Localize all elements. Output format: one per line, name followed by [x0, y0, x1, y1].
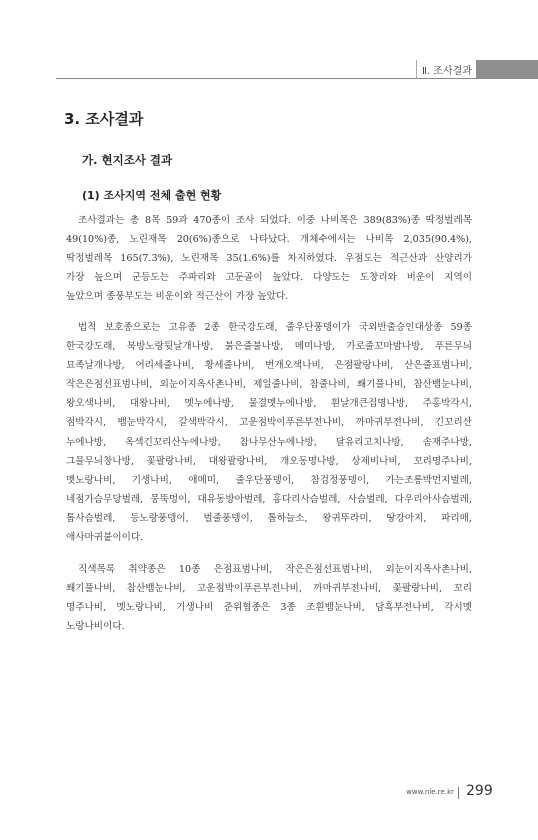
text-line: 누에나방, 옥색긴꼬리산누에나방, 참나무산누에나방, 달유리고치나방, 솜재주나방, — [66, 436, 472, 448]
text-line: 점박각시, 뱀눈박각시, 갈색박각시, 고운점박이푸른부전나비, 까마귀부전나비, 긴꼬리산 — [66, 417, 472, 429]
header-rule — [56, 78, 538, 79]
heading-level-3: (1) 조사지역 전체 출현 현황 — [82, 189, 222, 202]
text-line: 작은은점선표범나비, 외눈이지옥사촌나비, 제일줄나비, 참줄나비, 쐐기풀나비, 참산뱀눈나비, — [66, 379, 472, 391]
footer-url: www.nie.re.kr — [406, 788, 454, 796]
page-number: 299 — [466, 783, 493, 799]
text-line: 높았으며 종풍부도는 비운이와 적근산이 가장 높았다. — [66, 291, 289, 303]
text-line: 한국강도래, 북방노랑뒷날개나방, 붉은줄불나방, 메미나방, 가로줄꼬마밤나방, 푸른무늬 — [66, 341, 472, 353]
text-line: 톱사슴벌레, 등노랑풍뎅이, 벌줄풍뎅이, 톱하늘소, 왕귀뚜라미, 땅강아지, 파리매, — [66, 512, 472, 524]
page-footer — [0, 783, 538, 803]
paragraph-protected-species — [66, 318, 472, 547]
text-line: 쐐기풀나비, 참산뱀눈나비, 고운점박이푸른부전나비, 까마귀부전나비, 꽃팔랑나비, 꼬리 — [66, 583, 472, 595]
section-tab: Ⅱ. 조사결과 — [416, 60, 477, 78]
text-line: 법적 보호종으로는 고유종 2종 한국강도래, 줄우단풍뎅이가 국외반출승인대상종 59종 — [78, 322, 472, 333]
text-line: 애사마귀붙이이다. — [66, 532, 144, 544]
text-line: 그물무늬창나방, 꽃팔랑나비, 대왕팔랑나비, 개오동명나방, 상제비나비, 꼬리명주나비, — [66, 455, 472, 467]
text-line: 멧노랑나비, 기생나비, 애메미, 줄우단풍뎅이, 참검정풍뎅이, 가는조롱박먼지벌레, — [66, 474, 472, 486]
text-line: 묘족날개나방, 어리세줄나비, 황세줄나비, 번개오색나비, 은점팔랑나비, 산은줄표범나비, — [66, 360, 472, 372]
heading-level-1: 3. 조사결과 — [64, 110, 144, 128]
text-line: 가장 높으며 군등도는 주파리와 고둔골이 높았다. 다양도는 도창리와 비운이 지역이 — [66, 272, 472, 284]
text-line: 딱정벌레목 165(7.3%), 노린재목 35(1.6%)를 차지하였다. 우점도는 적근산과 산양리가 — [66, 253, 472, 265]
text-line: 네점가슴무당벌레, 뭉뚝멍이, 대유동방아벌레, 홍다리사슴벌레, 사슴벌레, 다우리아사슴벌레, — [66, 493, 472, 505]
text-line: 직색목록 취약종은 10종 은점표범나비, 작은은점선표범나비, 외눈이지옥사촌나비, — [78, 564, 472, 575]
text-line: 명주나비, 멧노랑나비, 기생나비 준위협종은 3종 조흰뱀눈나비, 담흑부전나비, 각시멧 — [66, 602, 472, 614]
text-line: 49(10%)종, 노린재목 20(6%)종으로 나타났다. 개체수에서는 나비목 2,035(90.4%), — [66, 234, 472, 246]
footer-divider — [458, 787, 459, 799]
heading-level-2: 가. 현지조사 결과 — [82, 153, 173, 167]
text-line: 왕오색나비, 대왕나비, 멧누에나방, 물결멧누에나방, 흰날개큰집명나방, 주홍박각시, — [66, 398, 472, 410]
paragraph-survey-summary — [66, 211, 472, 306]
paragraph-red-list — [66, 560, 472, 636]
text-line: 조사결과는 총 8목 59과 470종이 조사 되었다. 이중 나비목은 389(83%)종 딱정벌레목 — [78, 215, 472, 226]
header-gray-bar — [476, 60, 538, 78]
text-line: 노랑나비이다. — [66, 621, 125, 633]
